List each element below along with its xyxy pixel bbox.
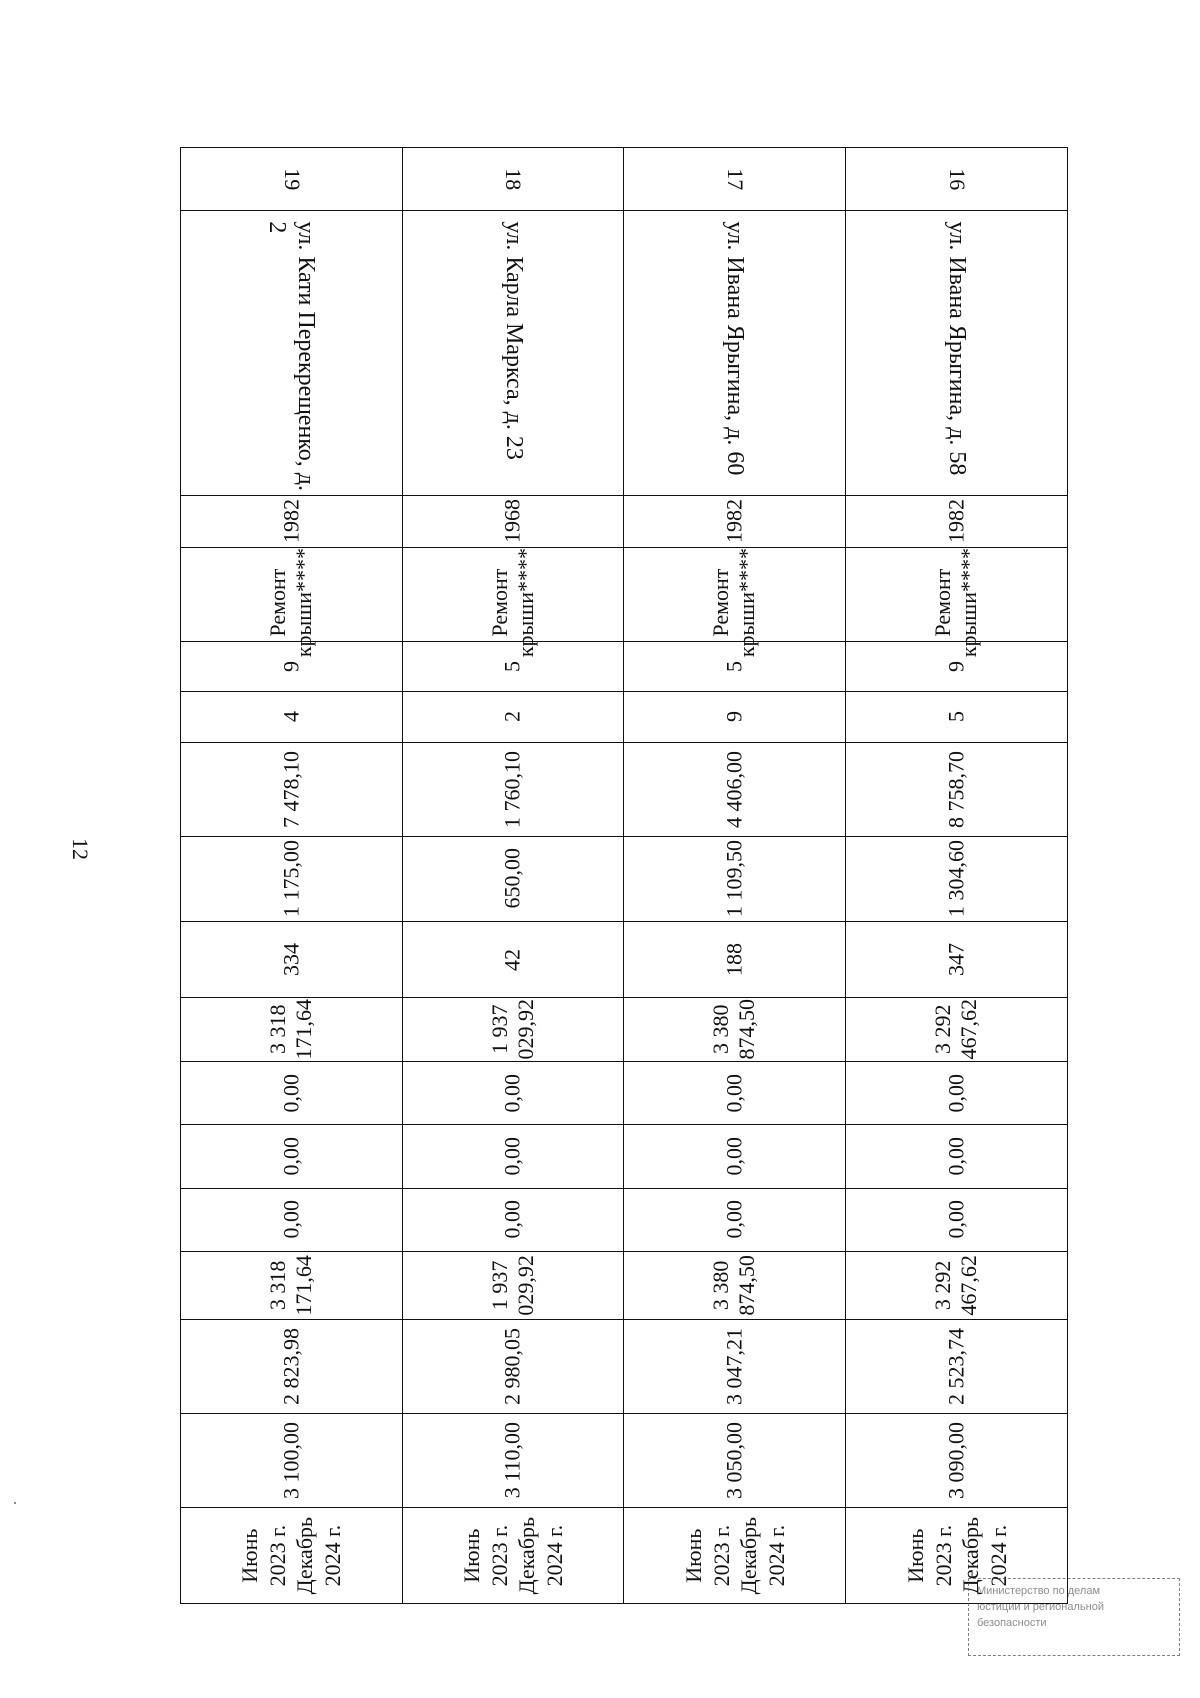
rotated-table-container: [180, 147, 1068, 1604]
year-value: 1982: [721, 499, 747, 544]
limit-b-value: 3 100,00: [278, 1421, 304, 1499]
c4-cell: [846, 1125, 1068, 1188]
c3-cell: [181, 1061, 403, 1124]
period-end: Декабрь 2024 г.: [957, 1516, 1011, 1595]
c2-cell: [402, 692, 624, 742]
cost-per-sqm-value: 1 304,60: [943, 840, 969, 918]
work-type-cell: [846, 548, 1068, 658]
funding-cell: [846, 1251, 1068, 1319]
total-cost-value: 3 292 467,62: [930, 999, 982, 1060]
area-cell: [181, 742, 403, 836]
year-cell: [402, 495, 624, 547]
c5-value: 0,00: [943, 1200, 969, 1239]
funding-cell: [181, 1251, 403, 1319]
limit-a-value: 3 047,21: [721, 1327, 747, 1405]
funding-value: 3 380 874,50: [708, 1255, 760, 1316]
address-cell: ул. Карла Маркса, д. 23: [402, 211, 624, 495]
period-text: [236, 1508, 346, 1603]
residents-cell: [624, 921, 846, 998]
total-cost-cell: [624, 998, 846, 1061]
year-cell: [846, 495, 1068, 547]
residents-value: 42: [499, 948, 525, 971]
c4-value: 0,00: [721, 1137, 747, 1176]
c3-value: 0,00: [278, 1073, 304, 1113]
c2-cell: [846, 692, 1068, 742]
period-end: Декабрь 2024 г.: [735, 1516, 789, 1595]
cost-per-sqm-cell: [402, 836, 624, 921]
c1-value: 5: [499, 661, 525, 673]
total-cost-value: 1 937 029,92: [486, 999, 539, 1060]
c5-cell: [624, 1188, 846, 1251]
c4-value: 0,00: [278, 1137, 304, 1176]
cost-per-sqm-value: 650,00: [499, 848, 525, 909]
period-text: [680, 1508, 790, 1603]
c3-cell: [624, 1061, 846, 1124]
area-value: 1 760,10: [499, 750, 525, 828]
period-end: Декабрь 2024 г.: [292, 1516, 345, 1595]
table-row: [402, 148, 624, 1604]
area-value: 4 406,00: [721, 750, 747, 828]
cost-per-sqm-value: 1 175,00: [278, 840, 304, 918]
work-type-cell: [402, 548, 624, 658]
period-cell: [402, 1507, 624, 1603]
c4-cell: [402, 1125, 624, 1188]
limit-b-value: 3 050,00: [721, 1421, 747, 1499]
funding-value: 1 937 029,92: [486, 1255, 539, 1316]
c4-value: 0,00: [499, 1137, 525, 1176]
c3-cell: [846, 1061, 1068, 1124]
funding-value: 3 318 171,64: [264, 1255, 317, 1316]
c5-value: 0,00: [499, 1200, 525, 1239]
scan-speck: [14, 1502, 16, 1504]
work-type-value: Ремонт крыши****: [486, 548, 539, 658]
stamp-line: Министерство по делам: [977, 1585, 1101, 1597]
page-number: 12: [68, 838, 93, 860]
period-text: [458, 1508, 568, 1603]
c5-value: 0,00: [278, 1200, 304, 1239]
table-row: [624, 148, 846, 1604]
funding-value: 3 292 467,62: [930, 1255, 982, 1316]
area-value: 7 478,10: [278, 750, 304, 828]
residents-cell: [402, 921, 624, 998]
row-number-cell: 18: [402, 148, 624, 211]
limit-b-value: 3 110,00: [499, 1422, 525, 1499]
cost-per-sqm-cell: [846, 836, 1068, 921]
table-row: [846, 148, 1068, 1604]
year-value: 1982: [278, 499, 304, 544]
total-cost-value: 3 318 171,64: [264, 999, 317, 1060]
area-cell: [402, 742, 624, 836]
c1-value: 9: [943, 661, 969, 673]
limit-b-cell: [402, 1413, 624, 1507]
c5-cell: [181, 1188, 403, 1251]
total-cost-cell: [846, 998, 1068, 1061]
limit-a-value: 2 823,98: [278, 1327, 304, 1405]
period-start: Июнь 2023 г.: [902, 1524, 956, 1587]
limit-a-cell: [402, 1319, 624, 1413]
c2-value: 2: [499, 711, 525, 723]
period-end: Декабрь 2024 г.: [514, 1516, 567, 1595]
residents-value: 347: [943, 943, 969, 977]
limit-b-value: 3 090,00: [943, 1421, 969, 1499]
year-cell: [181, 495, 403, 547]
stamp-line: безопасности: [977, 1617, 1047, 1629]
period-cell: [181, 1507, 403, 1603]
ministry-stamp: [968, 1578, 1180, 1656]
residents-cell: [181, 921, 403, 998]
cost-per-sqm-cell: [624, 836, 846, 921]
total-cost-value: 3 380 874,50: [708, 999, 760, 1060]
table-row: [181, 148, 403, 1604]
c3-value: 0,00: [943, 1073, 969, 1113]
c2-value: 9: [721, 711, 747, 723]
address-cell: ул. Кати Перекрещенко, д. 2: [181, 211, 403, 495]
year-value: 1982: [943, 499, 969, 544]
address-cell: ул. Ивана Ярыгина, д. 58: [846, 211, 1068, 495]
work-type-cell: [624, 548, 846, 658]
c2-cell: [624, 692, 846, 742]
c5-value: 0,00: [721, 1200, 747, 1239]
c3-value: 0,00: [721, 1073, 747, 1113]
period-start: Июнь 2023 г.: [680, 1524, 734, 1587]
work-type-value: Ремонт крыши****: [264, 548, 317, 658]
residents-value: 334: [278, 943, 304, 977]
limit-b-cell: [624, 1413, 846, 1507]
period-cell: [624, 1507, 846, 1603]
year-value: 1968: [499, 499, 525, 544]
work-type-value: Ремонт крыши****: [708, 548, 760, 658]
limit-a-cell: [846, 1319, 1068, 1413]
row-number-cell: 16: [846, 148, 1068, 211]
residents-cell: [846, 921, 1068, 998]
limit-a-value: 2 980,05: [499, 1327, 525, 1405]
funding-cell: [402, 1251, 624, 1319]
cost-per-sqm-cell: [181, 836, 403, 921]
c3-cell: [402, 1061, 624, 1124]
cost-per-sqm-value: 1 109,50: [721, 840, 747, 918]
work-type-value: Ремонт крыши****: [930, 548, 982, 658]
c1-value: 9: [278, 661, 304, 673]
address-cell: ул. Ивана Ярыгина, д. 60: [624, 211, 846, 495]
c4-cell: [624, 1125, 846, 1188]
work-type-cell: [181, 548, 403, 658]
residents-value: 188: [721, 943, 747, 977]
period-start: Июнь 2023 г.: [459, 1524, 512, 1587]
row-number-cell: 19: [181, 148, 403, 211]
c4-value: 0,00: [943, 1137, 969, 1176]
row-number-cell: 17: [624, 148, 846, 211]
limit-b-cell: [846, 1413, 1068, 1507]
total-cost-cell: [181, 998, 403, 1061]
limit-a-cell: [181, 1319, 403, 1413]
limit-a-cell: [624, 1319, 846, 1413]
c2-cell: [181, 692, 403, 742]
area-value: 8 758,70: [943, 750, 969, 828]
period-start: Июнь 2023 г.: [237, 1524, 290, 1587]
c4-cell: [181, 1125, 403, 1188]
c2-value: 5: [943, 711, 969, 723]
c3-value: 0,00: [499, 1073, 525, 1113]
area-cell: [846, 742, 1068, 836]
year-cell: [624, 495, 846, 547]
area-cell: [624, 742, 846, 836]
stamp-line: юстиции и региональной: [977, 1601, 1104, 1613]
funding-cell: [624, 1251, 846, 1319]
c5-cell: [846, 1188, 1068, 1251]
c1-value: 5: [721, 661, 747, 673]
c5-cell: [402, 1188, 624, 1251]
total-cost-cell: [402, 998, 624, 1061]
c2-value: 4: [278, 711, 304, 723]
limit-b-cell: [181, 1413, 403, 1507]
limit-a-value: 2 523,74: [943, 1327, 969, 1405]
repair-program-table: [180, 147, 1068, 1604]
